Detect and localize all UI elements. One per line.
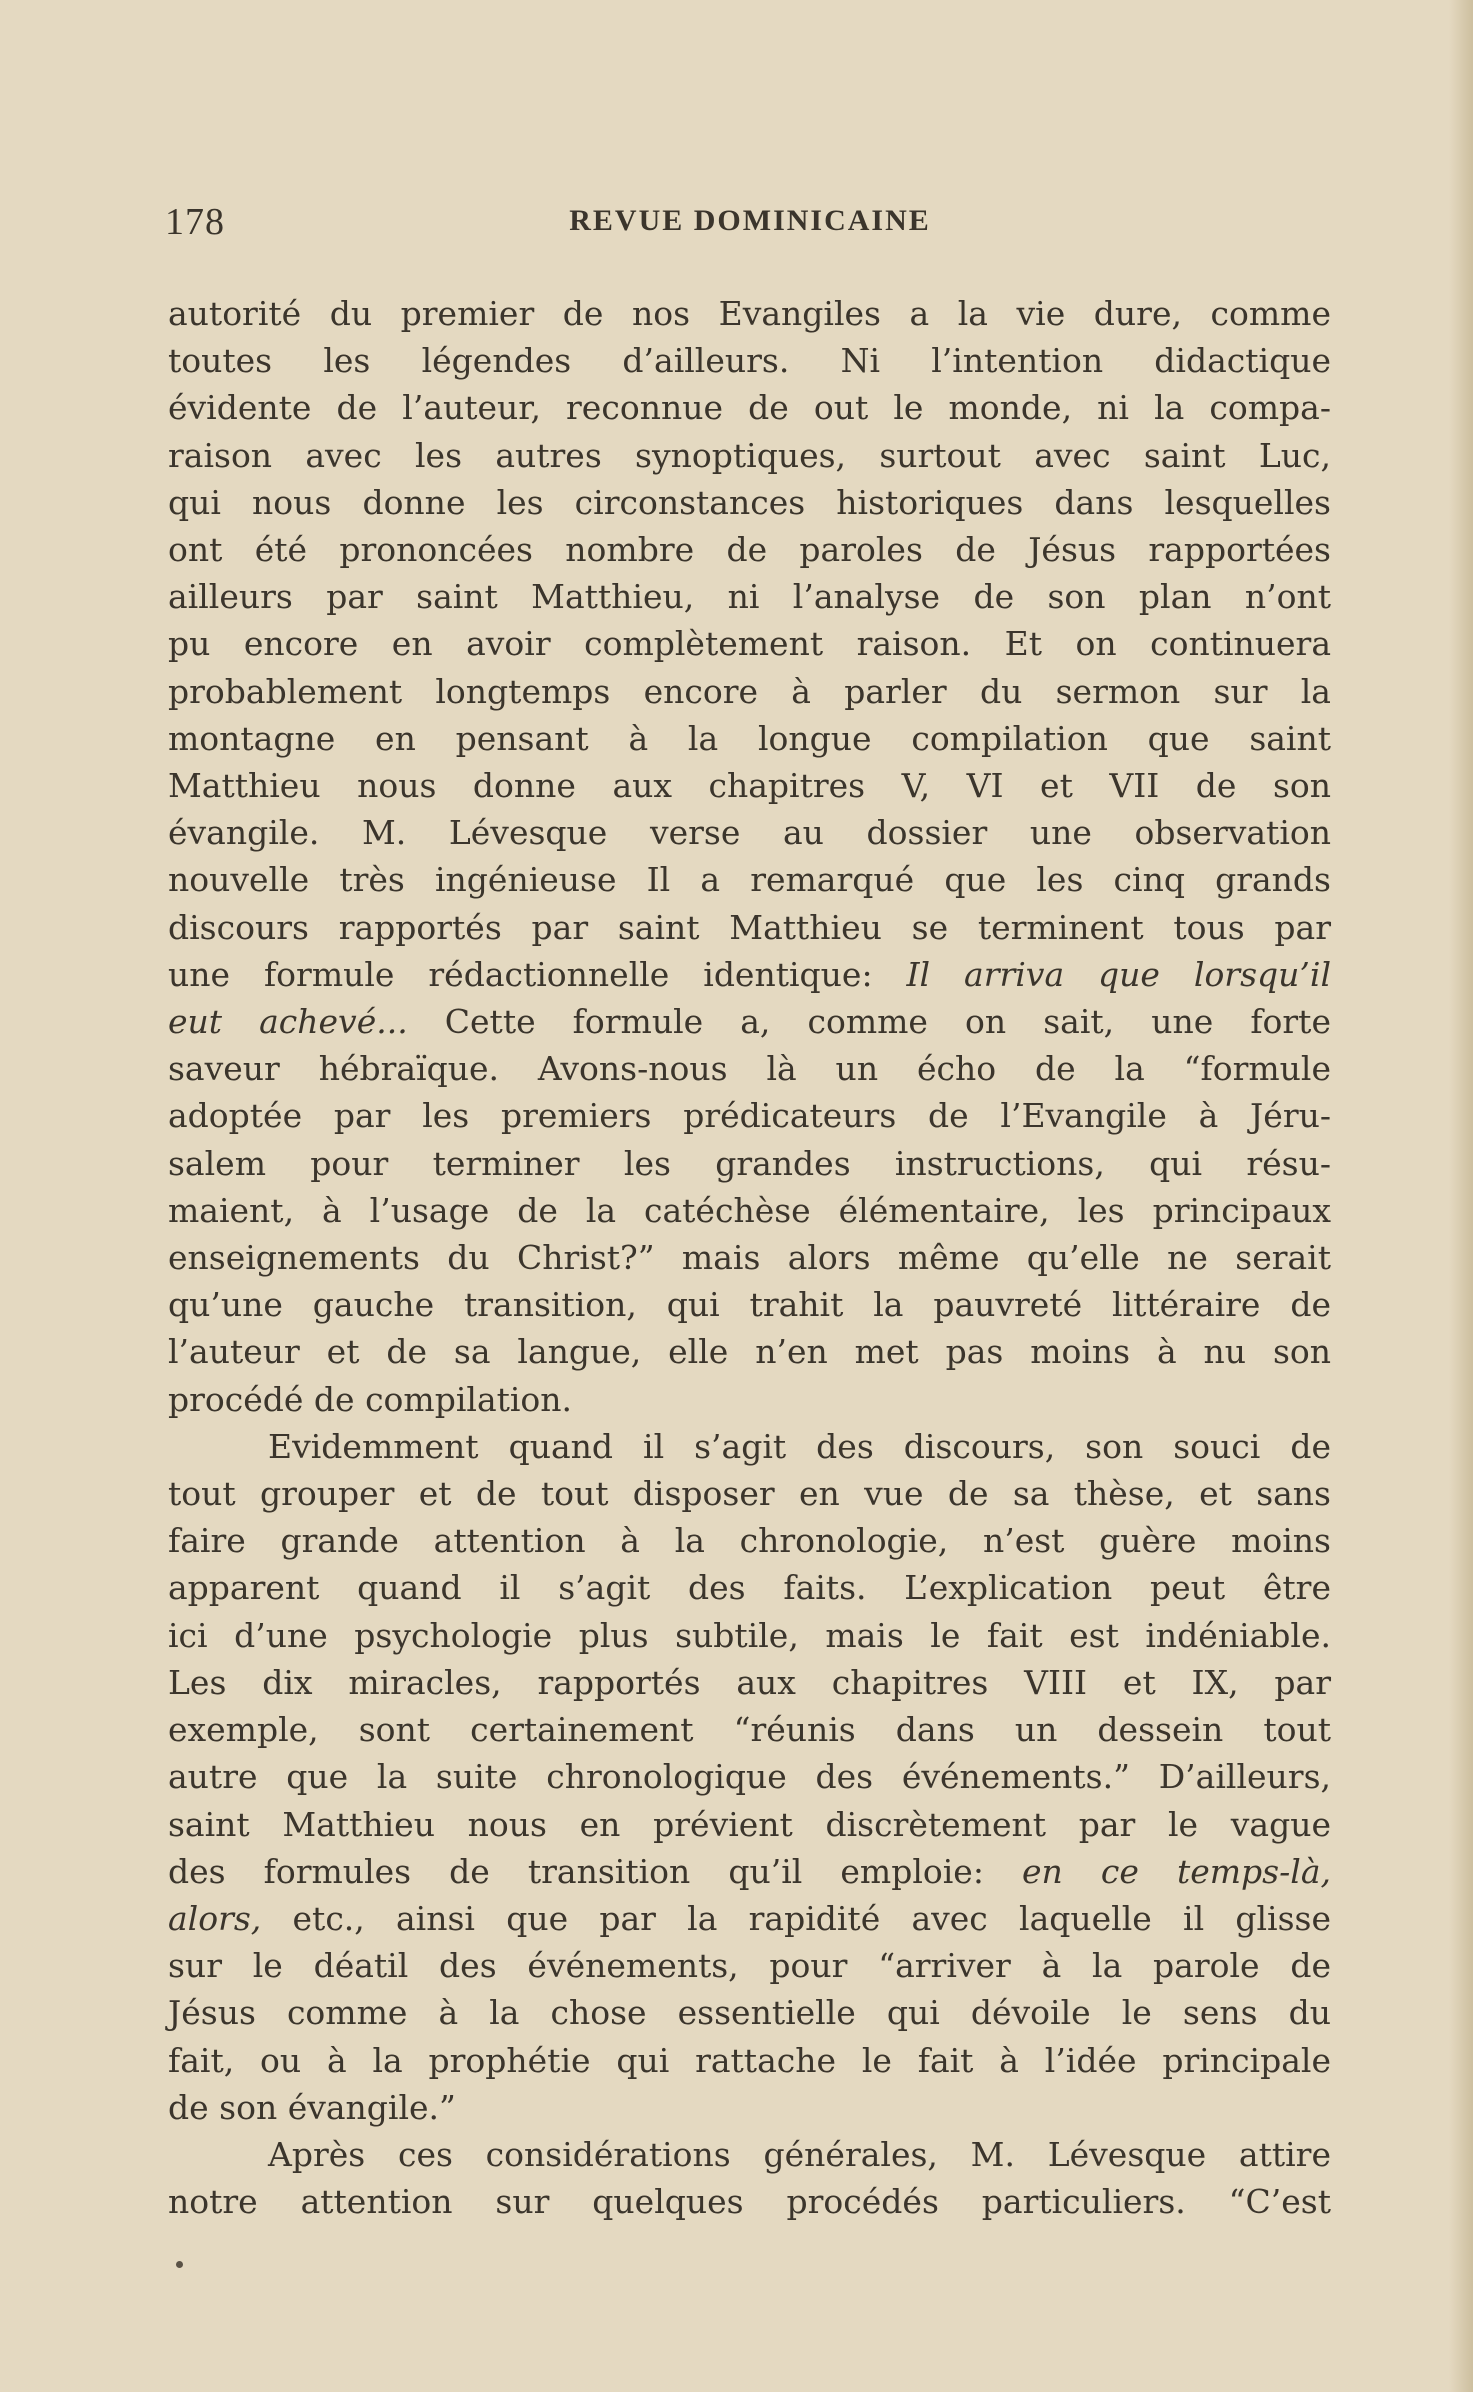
text-line: salem pour terminer les grandes instructions, qui résu-	[168, 1143, 1331, 1183]
text-line: adoptée par les premiers prédicateurs de l’Evangile à Jéru-	[168, 1096, 1331, 1136]
text-line: Les dix miracles, rapportés aux chapitres VIII et IX, par	[168, 1662, 1331, 1702]
text-line: fait, ou à la prophétie qui rattache le fait à l’idée principale	[168, 2040, 1331, 2080]
text-line	[168, 1848, 1331, 1895]
text-line: saveur hébraïque. Avons-nous là un écho de la “formule	[168, 1049, 1331, 1089]
text-line: raison avec les autres synoptiques, surtout avec saint Luc,	[168, 435, 1331, 475]
text-line: Matthieu nous donne aux chapitres V, VI et VII de son	[168, 766, 1331, 806]
text-line: maient, à l’usage de la catéchèse élémentaire, les principaux	[168, 1190, 1331, 1230]
page-number: 178	[165, 201, 225, 243]
text-line: ici d’une psychologie plus subtile, mais le fait est indéniable.	[168, 1615, 1331, 1655]
text-run: Cette formule a, comme on sait, une forte	[407, 1002, 1331, 1042]
italic-quote: Il arriva que lorsqu’il	[906, 954, 1331, 994]
text-line: de son évangile.”	[168, 2087, 456, 2127]
text-line: notre attention sur quelques procédés particuliers. “C’est	[168, 2182, 1331, 2222]
running-head: REVUE DOMINICAINE	[569, 204, 931, 237]
text-line: autorité du premier de nos Evangiles a la vie dure, comme	[168, 294, 1331, 333]
text-line: saint Matthieu nous en prévient discrètement par le vague	[168, 1804, 1331, 1844]
text-line: l’auteur et de sa langue, elle n’en met pas moins à nu son	[168, 1332, 1331, 1372]
text-line: exemple, sont certainement “réunis dans un dessein tout	[168, 1710, 1331, 1750]
ink-speck	[176, 2261, 183, 2268]
body-text	[168, 290, 1331, 2225]
text-line: tout grouper et de tout disposer en vue de sa thèse, et sans	[168, 1474, 1331, 1514]
text-line: sur le déatil des événements, pour “arriver à la parole de	[168, 1946, 1331, 1986]
text-line: faire grande attention à la chronologie, n’est guère moins	[168, 1521, 1331, 1561]
text-line: nouvelle très ingénieuse Il a remarqué que les cinq grands	[168, 860, 1331, 900]
text-line: ont été prononcées nombre de paroles de Jésus rapportées	[168, 530, 1331, 570]
text-line: toutes les légendes d’ailleurs. Ni l’intention didactique	[168, 341, 1331, 381]
text-line: Jésus comme à la chose essentielle qui dévoile le sens du	[168, 1993, 1331, 2033]
italic-quote: eut achevé...	[168, 1002, 408, 1042]
text-run: etc., ainsi que par la rapidité avec laquelle il glisse	[261, 1898, 1331, 1938]
italic-quote: alors,	[168, 1898, 262, 1938]
text-line: autre que la suite chronologique des événements.” D’ailleurs,	[168, 1757, 1331, 1797]
text-line: procédé de compilation.	[168, 1379, 573, 1419]
text-run: une formule rédactionnelle identique:	[168, 954, 907, 994]
text-line: probablement longtemps encore à parler du sermon sur la	[168, 671, 1331, 711]
text-line	[168, 1895, 1331, 1942]
text-line: ailleurs par saint Matthieu, ni l’analyse de son plan n’ont	[168, 577, 1331, 617]
text-line: apparent quand il s’agit des faits. L’explication peut être	[168, 1568, 1331, 1608]
text-line: évidente de l’auteur, reconnue de out le monde, ni la compa-	[168, 388, 1331, 428]
page-header	[165, 200, 1335, 250]
paragraph-start: Après ces considérations générales, M. Lévesque attire	[268, 2134, 1331, 2174]
paragraph-start: Evidemment quand il s’agit des discours, son souci de	[268, 1426, 1331, 1466]
page-edge-shadow	[1449, 0, 1473, 2392]
text-line	[168, 951, 1331, 998]
text-line: pu encore en avoir complètement raison. Et on continuera	[168, 624, 1331, 664]
text-line: qu’une gauche transition, qui trahit la pauvreté littéraire de	[168, 1285, 1331, 1325]
text-line	[168, 998, 1331, 1045]
text-line: évangile. M. Lévesque verse au dossier une observation	[168, 813, 1331, 853]
text-line: montagne en pensant à la longue compilation que saint	[168, 718, 1331, 758]
text-line: enseignements du Christ?” mais alors même qu’elle ne serait	[168, 1238, 1331, 1278]
text-line: discours rapportés par saint Matthieu se terminent tous par	[168, 907, 1331, 947]
text-line: qui nous donne les circonstances historiques dans lesquelles	[168, 482, 1331, 522]
text-run: des formules de transition qu’il emploie:	[168, 1851, 1023, 1891]
italic-quote: en ce temps-là,	[1022, 1851, 1331, 1891]
